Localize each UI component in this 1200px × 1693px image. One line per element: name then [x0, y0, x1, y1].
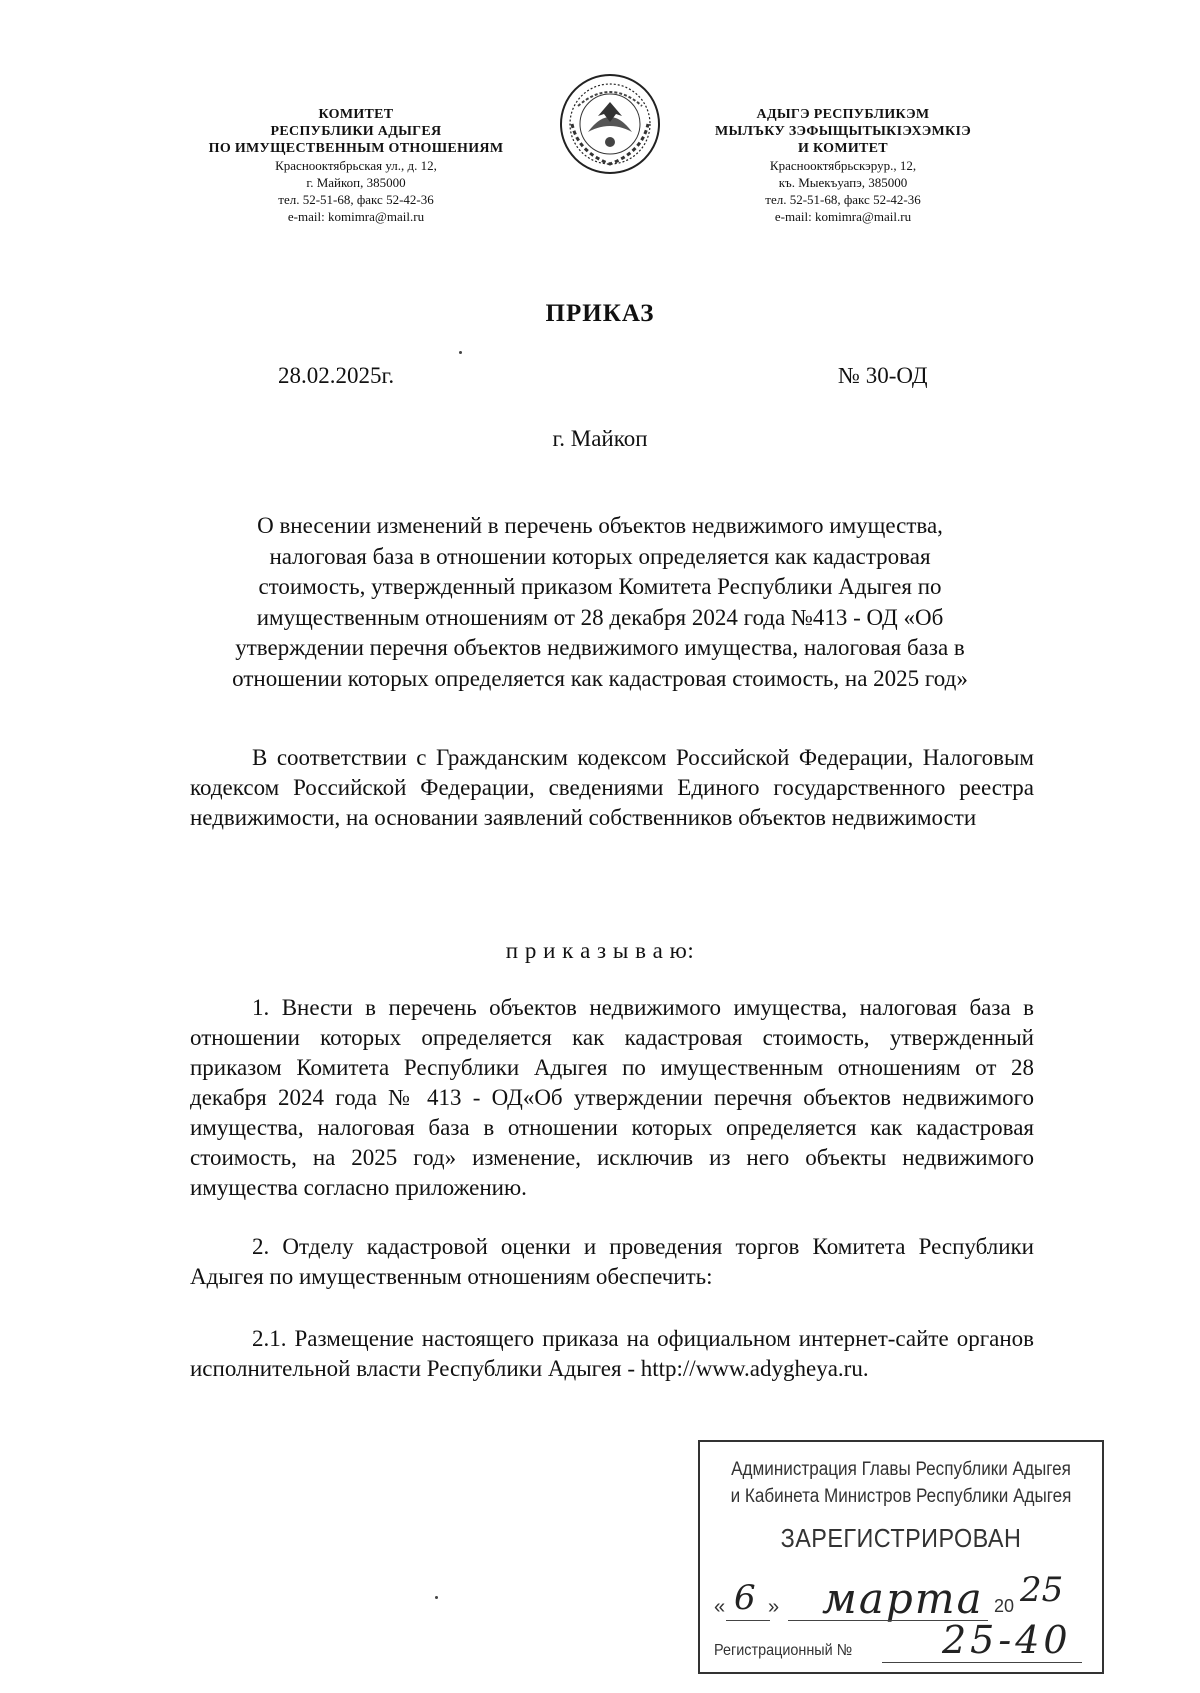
org-name-line2: РЕСПУБЛИКИ АДЫГЕЯ: [270, 124, 442, 139]
stamp-reg-row: [712, 1618, 1092, 1668]
scan-speck: [435, 1596, 438, 1599]
order-item-2-1: 2.1. Размещение настоящего приказа на официальном интернет-сайте органов исполнительной власти Республики Адыгея - http://www.adygheya.ru.: [190, 1326, 1034, 1381]
order-word: п р и к а з ы в а ю:: [505, 938, 695, 963]
stamp-reg-underline: [882, 1662, 1082, 1663]
org-email: e-mail: komimra@mail.ru: [287, 209, 425, 224]
subject-line: налоговая база в отношении которых определяется как кадастровая: [269, 543, 931, 569]
subject-line: О внесении изменений в перечень объектов недвижимого имущества,: [257, 513, 943, 538]
stamp-reg-label: Регистрационный №: [714, 1642, 853, 1659]
org-phone: тел. 52-51-68, факс 52-42-36: [278, 192, 434, 207]
stamp-status: ЗАРЕГИСТРИРОВАН: [780, 1523, 1022, 1553]
document-number: № 30-ОД: [838, 363, 928, 388]
stamp-day: 6: [734, 1578, 756, 1618]
stamp-open-quote: «: [714, 1596, 726, 1618]
org-name-line1: КОМИТЕТ: [318, 107, 394, 122]
coat-of-arms-icon: [558, 72, 662, 176]
stamp-year: 25: [1020, 1570, 1064, 1610]
scan-speck: [459, 351, 462, 354]
subject-line: стоимость, утвержденный приказом Комитета Республики Адыгея по: [258, 574, 942, 599]
org-name-line3: ПО ИМУЩЕСТВЕННЫМ ОТНОШЕНИЯМ: [208, 141, 504, 156]
subject-line: утверждении перечня объектов недвижимого имущества, налоговая база в: [235, 635, 965, 660]
subject-line: имущественным отношениям от 28 декабря 2024 года №413 - ОД «Об: [256, 604, 944, 630]
preamble-paragraph: В соответствии с Гражданским кодексом Российской Федерации, Налоговым кодексом Российской Федерации, сведениями Единого государственного реестра недвижимости, на основании заявлений собственников объектов недвижимости: [190, 745, 1034, 830]
org-city-ady: къ. Мыекъуапэ, 385000: [778, 175, 908, 190]
stamp-year-prefix: 20: [994, 1596, 1015, 1616]
registration-stamp: [698, 1440, 1104, 1674]
stamp-reg-number: 25-40: [942, 1618, 1072, 1662]
header-right: [668, 106, 1018, 225]
stamp-day-underline: [726, 1620, 770, 1621]
document-city: г. Майкоп: [552, 426, 648, 451]
stamp-close-quote: »: [768, 1596, 780, 1618]
org-phone-ady: тел. 52-51-68, факс 52-42-36: [765, 192, 921, 207]
org-address-ady: Краснооктябрьскэрур., 12,: [769, 158, 917, 173]
org-name-ady-line2: МЫЛЪКУ ЗЭФЫЩЫТЫКIЭХЭМКIЭ: [715, 124, 971, 139]
document-subject: [160, 511, 1040, 694]
document-date: 28.02.2025г.: [278, 363, 395, 388]
org-name-ady-line3: И КОМИТЕТ: [798, 141, 888, 156]
subject-line: отношении которых определяется как кадастровая стоимость, на 2025 год»: [232, 665, 968, 691]
order-item-1: 1. Внести в перечень объектов недвижимого имущества, налоговая база в отношении которых определяется как кадастровая стоимость, утвержденный приказом Комитета Республики Адыгея по имущественным отношениям от 28 декабря 2024 года № 413 - ОД«Об утверждении перечня объектов недвижимого имущества, налоговая база в отношении которых определяется как кадастровая стоимость, на 2025 год» изменение, исключив из него объекты недвижимого имущества согласно приложению.: [190, 995, 1034, 1200]
stamp-month: марта: [822, 1574, 984, 1623]
order-item-2: 2. Отделу кадастровой оценки и проведения торгов Комитета Республики Адыгея по имущественным отношениям обеспечить:: [190, 1234, 1034, 1289]
document-title: ПРИКАЗ: [545, 300, 655, 327]
stamp-line-2: и Кабинета Министров Республики Адыгея: [730, 1486, 1072, 1507]
org-city: г. Майкоп, 385000: [306, 175, 406, 190]
org-address: Краснооктябрьская ул., д. 12,: [275, 158, 437, 173]
org-name-ady-line1: АДЫГЭ РЕСПУБЛИКЭМ: [756, 107, 930, 122]
stamp-line-1: Администрация Главы Республики Адыгея: [731, 1459, 1071, 1480]
header-left: [140, 106, 572, 225]
org-email-ady: e-mail: komimra@mail.ru: [774, 209, 912, 224]
